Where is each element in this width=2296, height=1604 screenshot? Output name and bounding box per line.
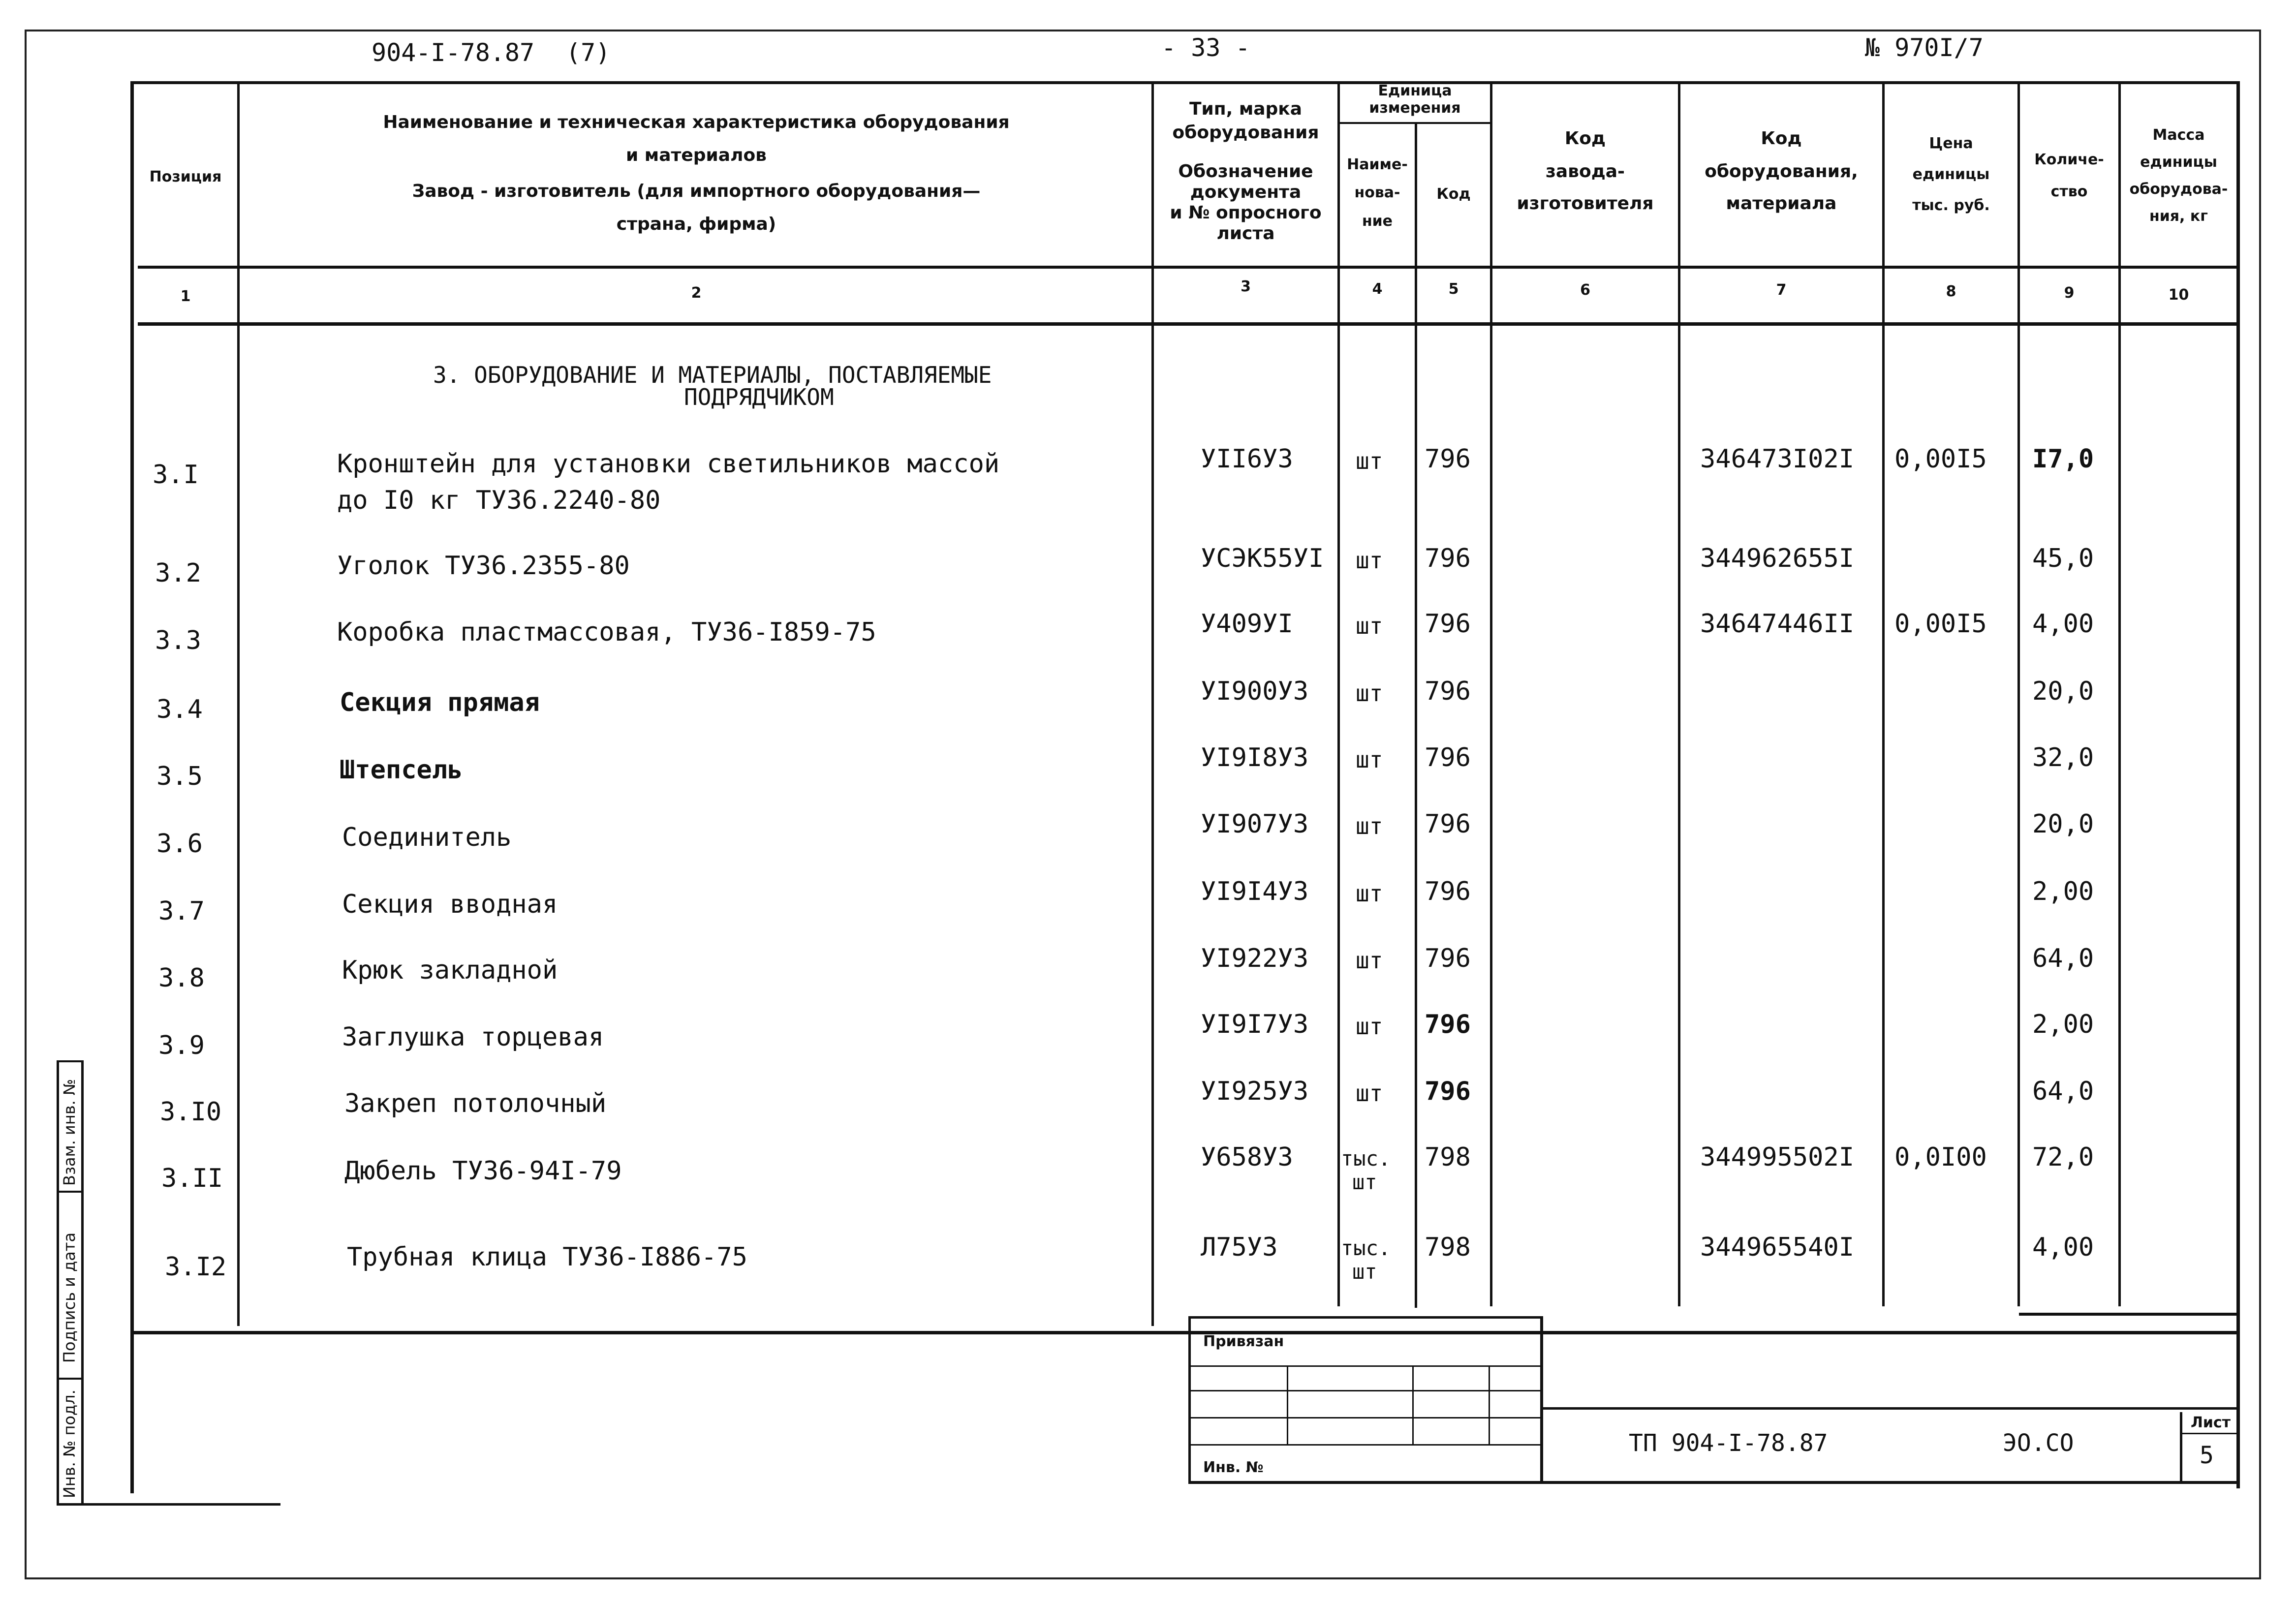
col-header-3-line1: Тип, марка: [1189, 99, 1303, 119]
row-unit-code: 798: [1425, 1233, 1471, 1262]
stamp-grid-line-3: [1191, 1417, 1540, 1419]
col-header-8-line3: тыс. руб.: [1912, 197, 1990, 214]
row-position: 3.5: [156, 762, 203, 791]
side-strip-bottom: [57, 1503, 280, 1506]
row-quantity: 2,00: [2032, 877, 2094, 906]
row-quantity: 20,0: [2032, 809, 2094, 839]
col-header-3-line5: и № опросного: [1170, 203, 1322, 223]
col-header-10-line3: оборудова-: [2129, 181, 2228, 198]
row-unit: тыс.: [1341, 1146, 1391, 1171]
row-type: У409УI: [1201, 609, 1293, 639]
table-bottom-line: [2019, 1313, 2236, 1316]
side-strip-div-2: [57, 1378, 84, 1380]
row-unit: шт: [1356, 880, 1383, 907]
row-name: Секция вводная: [342, 890, 558, 919]
stamp-bottom: [1188, 1481, 2240, 1484]
side-label-vzam-inv: Взам. инв. №: [60, 1079, 79, 1186]
row-type: УI9I7У3: [1201, 1010, 1309, 1039]
col-line-5: [1490, 81, 1492, 1306]
row-position: 3.7: [158, 896, 205, 926]
row-unit-code: 798: [1425, 1142, 1471, 1172]
col-header-5: Код: [1436, 185, 1471, 203]
stamp-grid-line-4: [1191, 1444, 1540, 1446]
row-unit-code: 796: [1425, 743, 1471, 772]
side-strip-div-1: [57, 1191, 84, 1193]
row-name: Коробка пластмассовая, ТУ36-I859-75: [337, 617, 876, 647]
row-type: УI900У3: [1201, 677, 1309, 706]
archive-number: № 970I/7: [1865, 33, 1984, 62]
col-header-8-line1: Цена: [1929, 135, 1973, 152]
row-unit-line2: шт: [1352, 1170, 1377, 1194]
col-line-2: [1151, 81, 1154, 1326]
row-unit: шт: [1356, 947, 1383, 974]
sheet-number: 5: [2200, 1442, 2214, 1469]
row-unit: шт: [1356, 746, 1383, 773]
row-equipment-code: 344962655I: [1700, 544, 1855, 573]
col-header-7-line3: материала: [1726, 193, 1837, 214]
section-title-line1: 3. ОБОРУДОВАНИЕ И МАТЕРИАЛЫ, ПОСТАВЛЯЕМЫЕ: [433, 362, 992, 388]
col-number-7: 7: [1776, 281, 1787, 299]
row-unit-code: 796: [1425, 1010, 1471, 1039]
col-header-2-line3: Завод - изготовитель (для импортного оборудования—: [412, 181, 981, 201]
designation: ТП 904-I-78.87: [1629, 1429, 1828, 1457]
col-header-7-line1: Код: [1761, 128, 1802, 149]
bound-label: Привязан: [1203, 1333, 1284, 1350]
page-number: - 33 -: [1161, 33, 1250, 62]
doc-code: 904-I-78.87: [372, 38, 535, 67]
stamp-grid-vline-3: [1489, 1367, 1490, 1446]
row-unit: шт: [1356, 1080, 1383, 1107]
section-title-line2: ПОДРЯДЧИКОМ: [684, 384, 834, 410]
row-type: УII6У3: [1201, 444, 1293, 474]
col-line-3: [1337, 81, 1340, 1306]
sheet-cell-divider: [2181, 1433, 2238, 1434]
stamp-right-border: [1540, 1316, 1543, 1483]
side-strip-right: [81, 1060, 84, 1506]
col-header-10-line2: единицы: [2140, 154, 2217, 171]
col-number-9: 9: [2064, 284, 2075, 302]
row-unit: тыс.: [1341, 1236, 1391, 1260]
row-name: Соединитель: [342, 823, 512, 852]
col-number-3: 3: [1241, 278, 1251, 295]
row-type: УI9I4У3: [1201, 877, 1309, 906]
row-position: 3.2: [155, 558, 201, 588]
side-strip-left: [57, 1060, 59, 1506]
stamp-grid-vline-1: [1287, 1367, 1288, 1446]
col-line-6: [1678, 81, 1680, 1306]
col-line-9: [2118, 81, 2121, 1306]
row-name: Заглушка торцевая: [342, 1022, 604, 1052]
row-quantity: 64,0: [2032, 944, 2094, 973]
row-unit-line2: шт: [1352, 1260, 1377, 1284]
row-type: УI922У3: [1201, 944, 1309, 973]
row-price: 0,00I5: [1894, 444, 1987, 474]
row-price: 0,0I00: [1894, 1142, 1987, 1172]
col-header-2-line4: страна, фирма): [616, 214, 776, 234]
col-line-4: [1415, 122, 1417, 1308]
row-equipment-code: 346473I02I: [1700, 444, 1855, 474]
table-left-border: [130, 81, 134, 1493]
col-header-7-line2: оборудования,: [1705, 161, 1858, 182]
row-quantity: 64,0: [2032, 1077, 2094, 1106]
row-position: 3.I: [153, 460, 199, 490]
stamp-grid-vline-2: [1412, 1367, 1414, 1446]
row-unit: шт: [1356, 1013, 1383, 1040]
side-strip-top: [57, 1060, 84, 1062]
row-type: УI907У3: [1201, 809, 1309, 839]
row-unit-code: 796: [1425, 609, 1471, 639]
stamp-top-line: [134, 1331, 2236, 1334]
row-unit-code: 796: [1425, 444, 1471, 474]
row-position: 3.3: [155, 626, 201, 655]
unit-group-line1: Единица: [1378, 82, 1452, 99]
stamp-grid-line-1: [1191, 1365, 1540, 1367]
row-type: Л75У3: [1201, 1233, 1278, 1262]
col-header-4-line1: Наиме-: [1347, 156, 1408, 173]
stamp-top: [1188, 1316, 1543, 1319]
col-line-7: [1882, 81, 1885, 1306]
col-header-3-line3: Обозначение: [1178, 161, 1313, 182]
col-header-4-line2: нова-: [1354, 184, 1400, 201]
col-header-8-line2: единицы: [1912, 166, 1990, 183]
row-type: У658У3: [1201, 1142, 1293, 1172]
row-unit-code: 796: [1425, 809, 1471, 839]
row-type: УI925У3: [1201, 1077, 1309, 1106]
unit-group-line2: измерения: [1369, 99, 1461, 117]
row-position: 3.8: [158, 963, 205, 993]
table-top-border: [130, 81, 2240, 84]
col-line-1: [237, 81, 240, 1326]
row-name: Закреп потолочный: [344, 1089, 607, 1118]
col-header-6-line3: изготовителя: [1517, 193, 1654, 214]
table-right-border: [2236, 81, 2240, 1488]
row-position: 3.I2: [165, 1252, 227, 1282]
row-name: Кронштейн для установки светильников массой: [337, 449, 1000, 479]
numbers-divider: [138, 322, 2236, 326]
col-header-2-line1: Наименование и техническая характеристика оборудования: [383, 112, 1010, 132]
row-unit: шт: [1356, 448, 1383, 474]
col-line-8: [2017, 81, 2020, 1306]
row-name: Трубная клица ТУ36-I886-75: [347, 1242, 747, 1272]
row-unit-code: 796: [1425, 677, 1471, 706]
row-unit-code: 796: [1425, 944, 1471, 973]
row-quantity: 4,00: [2032, 1233, 2094, 1262]
row-quantity: 45,0: [2032, 544, 2094, 573]
row-unit-code: 796: [1425, 877, 1471, 906]
row-type: УI9I8У3: [1201, 743, 1309, 772]
col-header-9-line2: ство: [2050, 183, 2088, 200]
sheet-cell-left: [2180, 1412, 2182, 1482]
col-header-10-line1: Масса: [2152, 126, 2205, 144]
col-number-1: 1: [180, 288, 191, 305]
col-header-3-line4: документа: [1190, 182, 1302, 202]
row-equipment-code: 344995502I: [1700, 1142, 1855, 1172]
row-name: Крюк закладной: [342, 956, 558, 985]
col-header-6-line2: завода-: [1545, 161, 1625, 182]
col-header-4-line3: ние: [1362, 213, 1393, 230]
row-quantity: 72,0: [2032, 1142, 2094, 1172]
row-position: 3.6: [156, 829, 203, 859]
row-name: Уголок ТУ36.2355-80: [337, 551, 630, 581]
stamp-left-border: [1188, 1316, 1191, 1483]
col-header-10-line4: ния, кг: [2149, 208, 2208, 225]
header-divider: [138, 266, 2236, 269]
col-header-3-line2: оборудования: [1172, 123, 1319, 143]
side-label-signature-date: Подпись и дата: [60, 1232, 79, 1363]
col-number-5: 5: [1448, 280, 1459, 298]
col-header-9-line1: Количе-: [2034, 151, 2104, 168]
row-name: Штепсель: [340, 755, 463, 785]
row-type: УСЭК55УI: [1201, 544, 1324, 573]
col-number-6: 6: [1580, 281, 1590, 299]
row-unit-code: 796: [1425, 1077, 1471, 1106]
row-quantity: 20,0: [2032, 677, 2094, 706]
row-quantity: 4,00: [2032, 609, 2094, 639]
row-name-line2: до I0 кг ТУ36.2240-80: [337, 486, 661, 515]
row-equipment-code: 344965540I: [1700, 1233, 1855, 1262]
col-header-1: Позиция: [149, 168, 222, 185]
row-price: 0,00I5: [1894, 609, 1987, 639]
row-quantity: 2,00: [2032, 1010, 2094, 1039]
doc-part: (7): [566, 38, 611, 67]
row-position: 3.II: [161, 1164, 223, 1193]
row-position: 3.4: [156, 695, 203, 724]
col-header-6-line1: Код: [1564, 128, 1606, 149]
row-unit: шт: [1356, 813, 1383, 839]
col-number-8: 8: [1946, 283, 1956, 300]
row-unit: шт: [1356, 547, 1383, 574]
row-quantity: I7,0: [2032, 444, 2094, 474]
col-header-3-line6: листа: [1216, 223, 1275, 244]
row-name: Дюбель ТУ36-94I-79: [344, 1156, 622, 1186]
col-number-4: 4: [1372, 280, 1383, 298]
outer-frame: [25, 30, 2261, 1579]
row-unit-code: 796: [1425, 544, 1471, 573]
side-label-inv-podl: Инв. № подл.: [60, 1389, 79, 1498]
inv-label: Инв. №: [1203, 1459, 1264, 1476]
sheet-label: Лист: [2190, 1414, 2231, 1431]
designation-top-line: [1543, 1407, 2239, 1410]
row-unit: шт: [1356, 613, 1383, 639]
row-unit: шт: [1356, 680, 1383, 707]
col-number-2: 2: [691, 284, 702, 302]
row-equipment-code: 34647446II: [1700, 609, 1855, 639]
row-position: 3.9: [158, 1031, 205, 1060]
row-quantity: 32,0: [2032, 743, 2094, 772]
col-header-2-line2: и материалов: [626, 145, 767, 165]
stamp-grid-line-2: [1191, 1390, 1540, 1391]
col-number-10: 10: [2168, 286, 2189, 304]
section-code: ЭО.СО: [2003, 1429, 2074, 1457]
row-name: Секция прямая: [340, 688, 540, 717]
row-position: 3.I0: [160, 1097, 222, 1127]
